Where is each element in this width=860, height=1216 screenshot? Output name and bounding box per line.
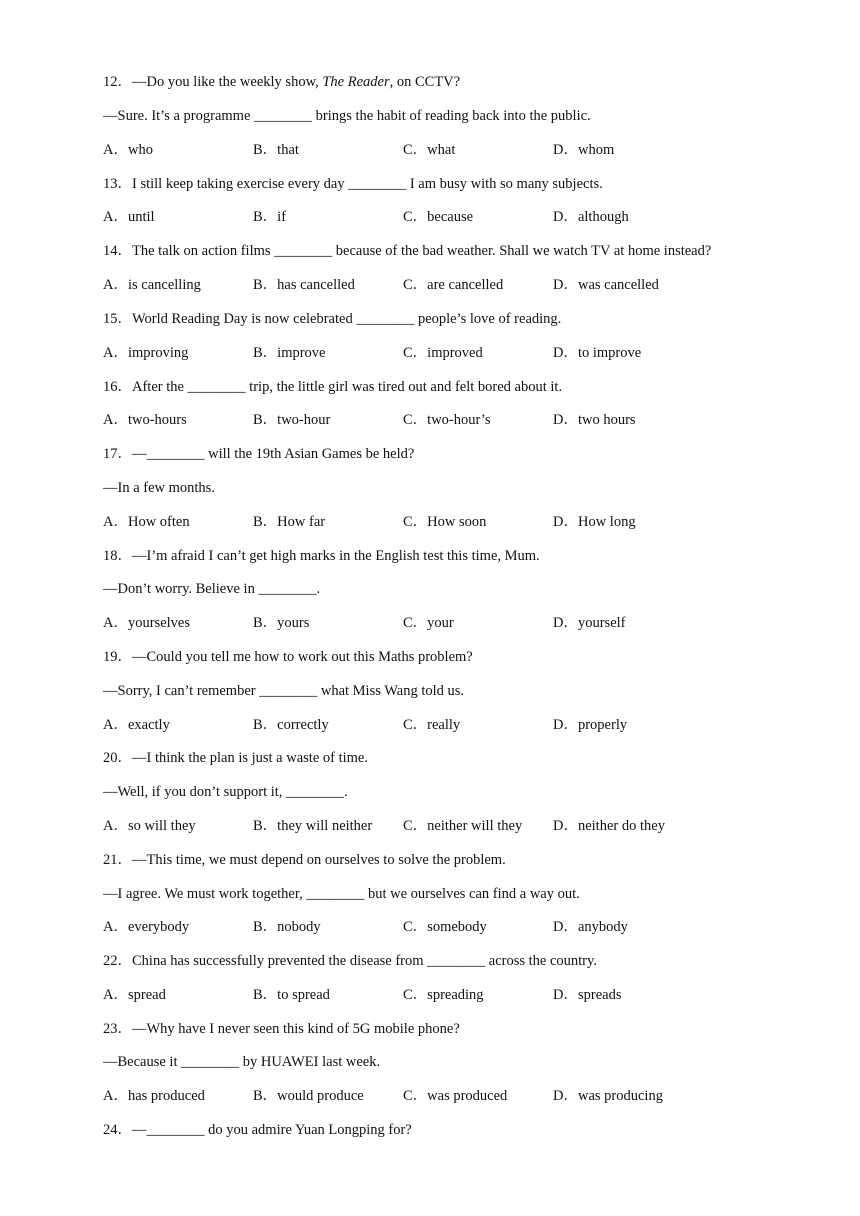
question-23-stem: [103, 1020, 460, 1038]
question-23-option-b: B．would produce: [253, 1088, 364, 1104]
question-12-option-a: A．who: [103, 142, 153, 158]
question-23-option-a: A．has produced: [103, 1088, 205, 1104]
question-17-option-d: D．How long: [553, 514, 636, 530]
question-17-option-c: C．How soon: [403, 514, 487, 530]
question-number: 13．: [103, 176, 132, 192]
question-20-option-a: A．so will they: [103, 818, 196, 834]
question-16-option-b: B．two-hour: [253, 412, 331, 428]
question-14-option-a: A．is cancelling: [103, 277, 201, 293]
question-19-option-d: D．properly: [553, 717, 628, 733]
question-18-option-c: C．your: [403, 615, 454, 631]
question-15-stem: [103, 310, 561, 328]
question-17-reply: —In a few months.: [103, 480, 215, 496]
question-19-stem: [103, 648, 473, 666]
question-13-option-a: A．until: [103, 209, 155, 225]
question-13-option-c: C．because: [403, 209, 474, 225]
question-number: 23．: [103, 1021, 132, 1037]
question-21-option-a: A．everybody: [103, 919, 190, 935]
question-16-option-c: C．two-hour’s: [403, 412, 491, 428]
question-20-option-c: C．neither will they: [403, 818, 523, 834]
question-22-option-a: A．spread: [103, 987, 166, 1003]
question-text: —Do you like the weekly show,: [132, 74, 323, 90]
question-12-stem: [103, 73, 460, 91]
question-12-option-d: D．whom: [553, 142, 615, 158]
question-16-option-a: A．two-hours: [103, 412, 187, 428]
question-number: 20．: [103, 750, 132, 766]
question-text: —I think the plan is just a waste of time.: [132, 750, 368, 766]
question-number: 17．: [103, 446, 132, 462]
question-13-stem: [103, 175, 603, 193]
question-text: World Reading Day is now celebrated ________ people’s love of reading.: [132, 311, 562, 327]
question-text: —Why have I never seen this kind of 5G mobile phone?: [132, 1021, 460, 1037]
question-14-option-d: D．was cancelled: [553, 277, 659, 293]
question-number: 21．: [103, 852, 132, 868]
question-18-stem: [103, 547, 540, 565]
question-17-option-a: A．How often: [103, 514, 190, 530]
question-text: The talk on action films ________ because of the bad weather. Shall we watch TV at home instead?: [132, 243, 712, 259]
question-text: —________ will the 19th Asian Games be held?: [132, 446, 415, 462]
question-18-reply: —Don’t worry. Believe in ________.: [103, 581, 321, 597]
question-17-option-b: B．How far: [253, 514, 326, 530]
question-21-option-d: D．anybody: [553, 919, 628, 935]
question-18-option-b: B．yours: [253, 615, 310, 631]
question-text: After the ________ trip, the little girl was tired out and felt bored about it.: [132, 379, 563, 395]
show-title: The Reader: [322, 74, 390, 90]
question-18-option-a: A．yourselves: [103, 615, 190, 631]
question-23-option-d: D．was producing: [553, 1088, 663, 1104]
question-text: —________ do you admire Yuan Longping for?: [132, 1122, 412, 1138]
question-15-option-b: B．improve: [253, 345, 326, 361]
question-text: —I’m afraid I can’t get high marks in the English test this time, Mum.: [132, 548, 540, 564]
question-19-option-c: C．really: [403, 717, 461, 733]
question-20-stem: [103, 749, 368, 767]
question-17-stem: [103, 445, 414, 463]
question-number: 19．: [103, 649, 132, 665]
question-19-reply: —Sorry, I can’t remember ________ what Miss Wang told us.: [103, 683, 465, 699]
question-number: 18．: [103, 548, 132, 564]
question-14-option-b: B．has cancelled: [253, 277, 355, 293]
question-text: China has successfully prevented the disease from ________ across the country.: [132, 953, 597, 969]
question-12-option-c: C．what: [403, 142, 456, 158]
question-text: —This time, we must depend on ourselves to solve the problem.: [132, 852, 506, 868]
question-23-option-c: C．was produced: [403, 1088, 508, 1104]
question-16-stem: [103, 378, 562, 396]
question-19-option-a: A．exactly: [103, 717, 170, 733]
question-text: I still keep taking exercise every day ________ I am busy with so many subjects.: [132, 176, 603, 192]
question-14-option-c: C．are cancelled: [403, 277, 504, 293]
question-22-option-b: B．to spread: [253, 987, 330, 1003]
question-13-option-b: B．if: [253, 209, 287, 225]
question-14-stem: [103, 242, 711, 260]
question-20-option-b: B．they will neither: [253, 818, 373, 834]
question-text: , on CCTV?: [389, 74, 461, 90]
question-13-option-d: D．although: [553, 209, 629, 225]
question-12-option-b: B．that: [253, 142, 299, 158]
question-number: 24．: [103, 1122, 132, 1138]
question-number: 22．: [103, 953, 132, 969]
question-12-reply: —Sure. It’s a programme ________ brings the habit of reading back into the public.: [103, 108, 591, 124]
question-19-option-b: B．correctly: [253, 717, 329, 733]
question-15-option-a: A．improving: [103, 345, 189, 361]
question-number: 14．: [103, 243, 132, 259]
question-number: 16．: [103, 379, 132, 395]
question-16-option-d: D．two hours: [553, 412, 636, 428]
question-20-reply: —Well, if you don’t support it, ________.: [103, 784, 348, 800]
question-number: 15．: [103, 311, 132, 327]
question-21-option-c: C．somebody: [403, 919, 487, 935]
question-number: 12．: [103, 74, 132, 90]
question-15-option-d: D．to improve: [553, 345, 642, 361]
question-18-option-d: D．yourself: [553, 615, 626, 631]
question-21-reply: —I agree. We must work together, ________ but we ourselves can find a way out.: [103, 886, 580, 902]
question-24-stem: [103, 1121, 412, 1139]
question-22-option-c: C．spreading: [403, 987, 484, 1003]
question-21-stem: [103, 851, 506, 869]
question-22-option-d: D．spreads: [553, 987, 622, 1003]
question-21-option-b: B．nobody: [253, 919, 321, 935]
question-20-option-d: D．neither do they: [553, 818, 665, 834]
question-22-stem: [103, 952, 597, 970]
question-23-reply: —Because it ________ by HUAWEI last week.: [103, 1054, 381, 1070]
question-15-option-c: C．improved: [403, 345, 483, 361]
question-text: —Could you tell me how to work out this Maths problem?: [132, 649, 473, 665]
